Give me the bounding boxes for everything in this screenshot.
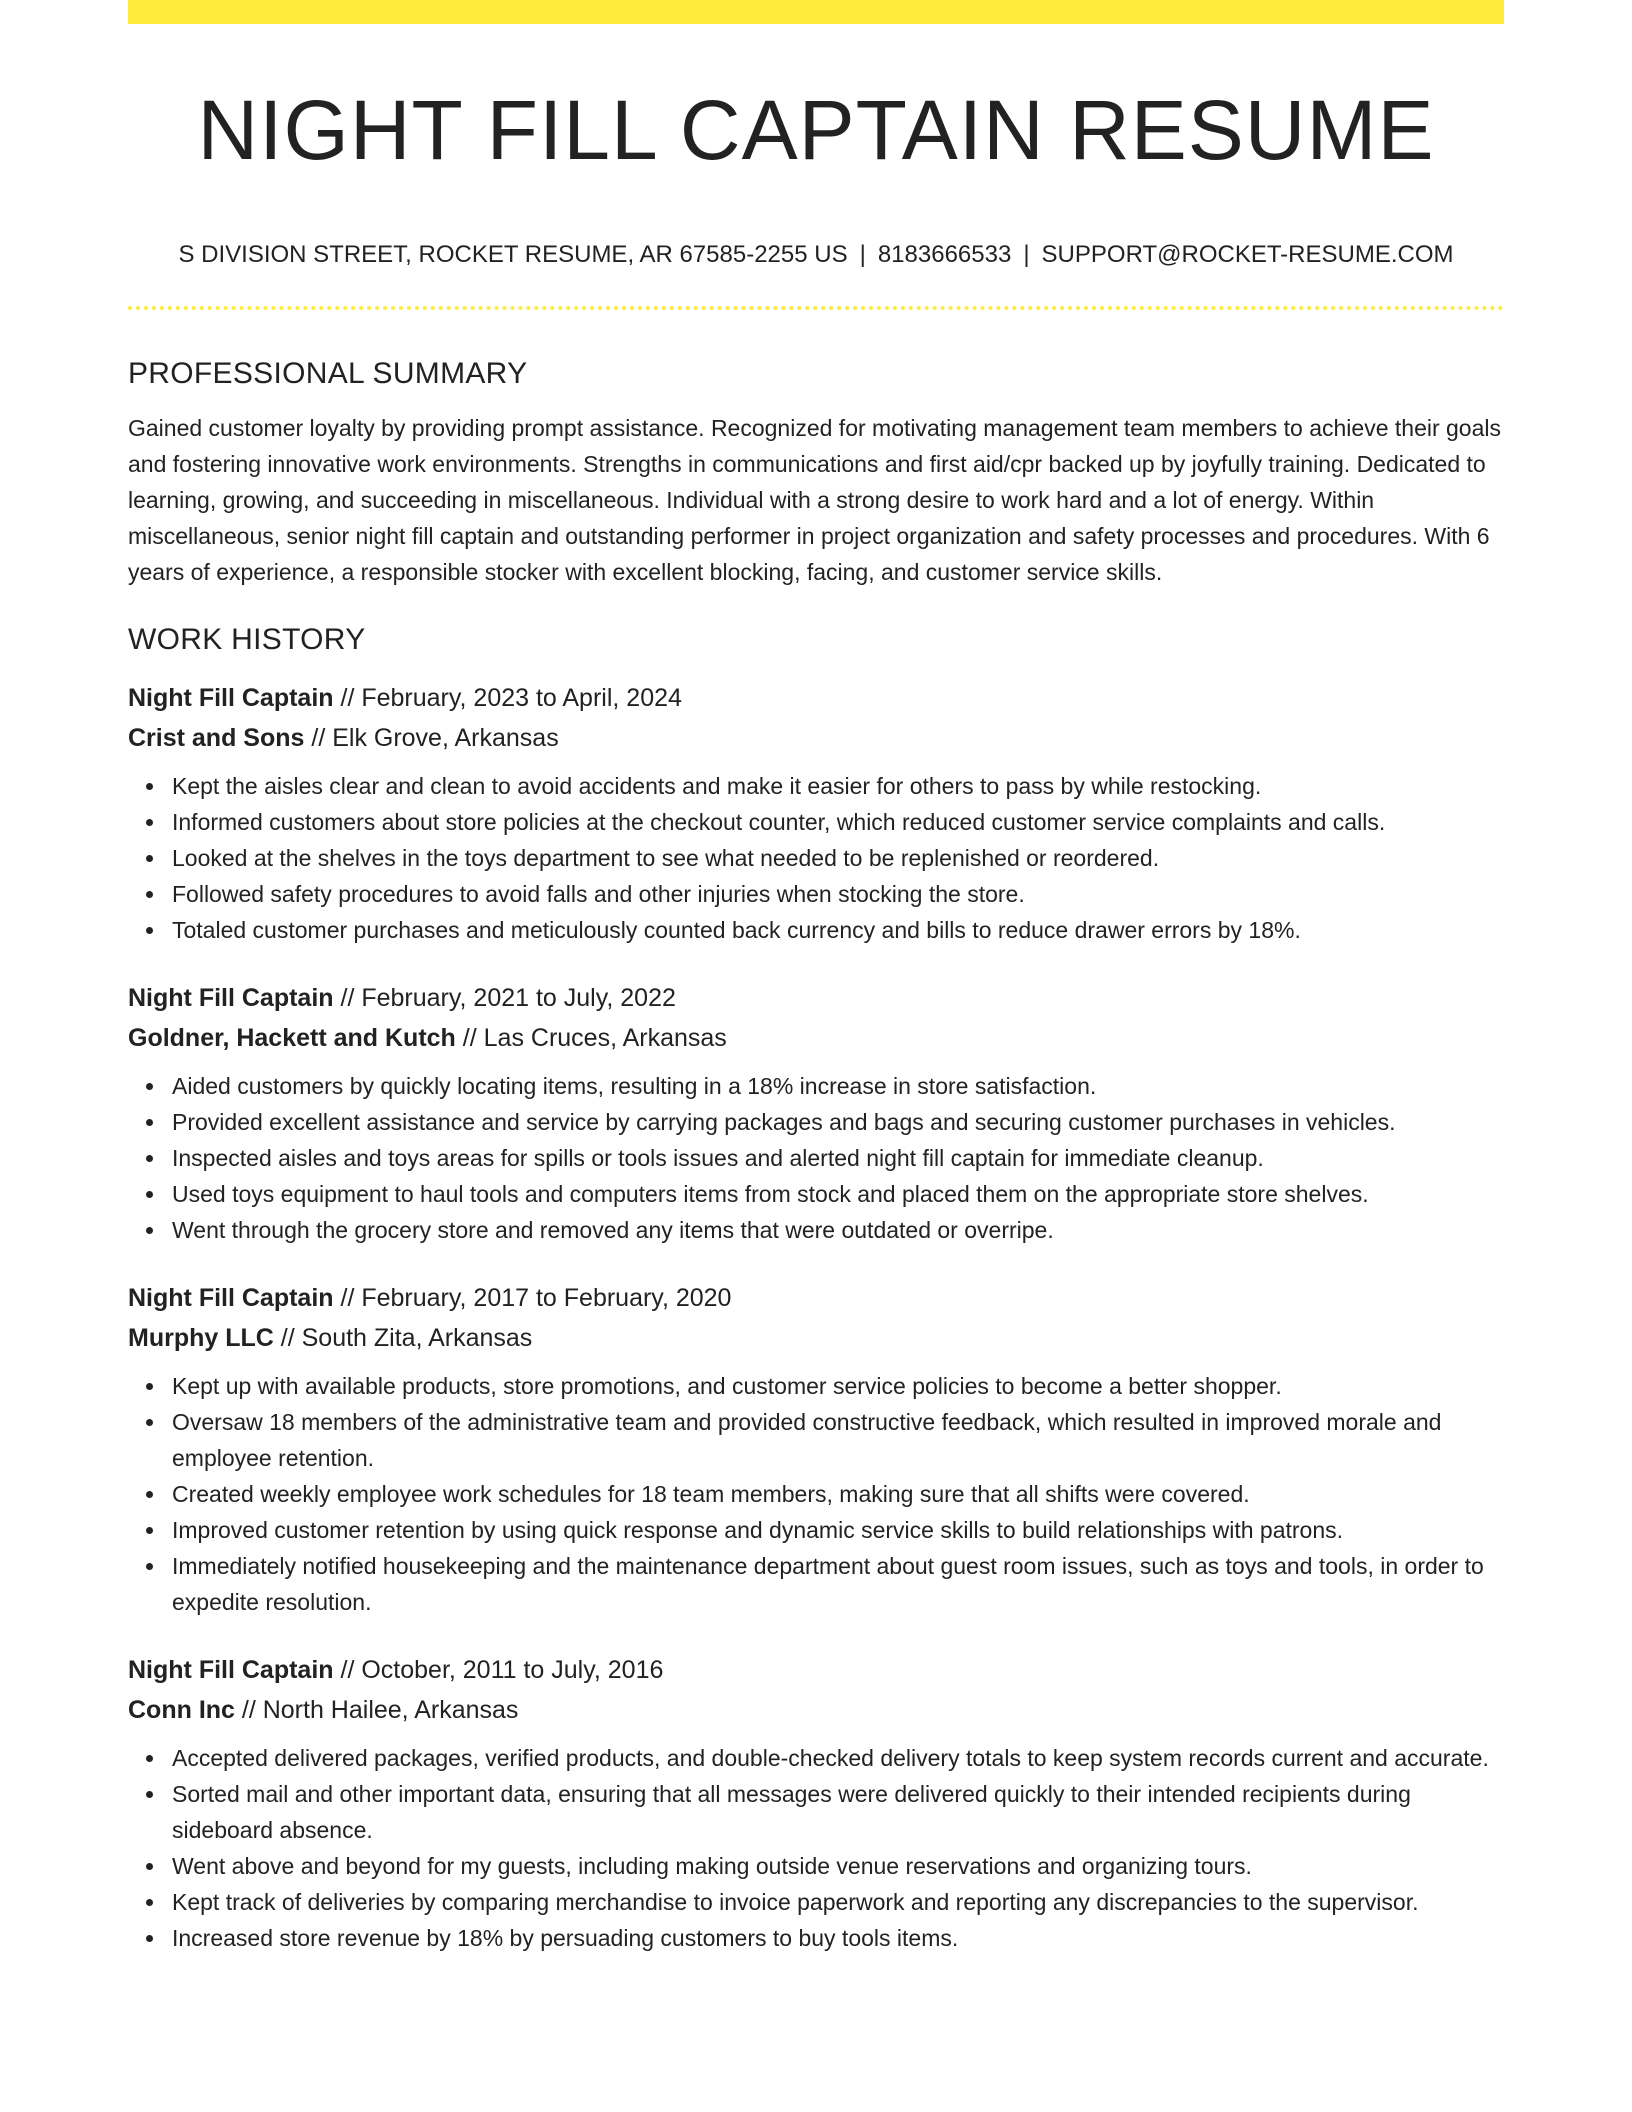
job-entry xyxy=(128,1650,1504,1956)
job-bullet: Inspected aisles and toys areas for spills or tools issues and alerted night fill captain for immediate cleanup. xyxy=(172,1140,1504,1176)
job-entry xyxy=(128,678,1504,948)
job-bullet: Accepted delivered packages, verified products, and double-checked delivery totals to keep system records current and accurate. xyxy=(172,1740,1504,1776)
top-accent-bar xyxy=(128,0,1504,24)
job-dates: // February, 2021 to July, 2022 xyxy=(340,984,676,1012)
job-bullet: Totaled customer purchases and meticulously counted back currency and bills to reduce drawer errors by 18%. xyxy=(172,912,1504,948)
job-title-line xyxy=(128,1278,1504,1318)
job-title-line xyxy=(128,978,1504,1018)
job-bullet: Kept the aisles clear and clean to avoid accidents and make it easier for others to pass by while restocking. xyxy=(172,768,1504,804)
job-bullet: Immediately notified housekeeping and the maintenance department about guest room issues, such as toys and tools, in order to expedite resolution. xyxy=(172,1548,1504,1620)
summary-text: Gained customer loyalty by providing prompt assistance. Recognized for motivating management team members to achieve their goals and fostering innovative work environments. Strengths in communications and first aid/cpr backed up by joyfully training. Dedicated to learning, growing, and succeeding in miscellaneous. Individual with a strong desire to work hard and a lot of energy. Within miscellaneous, senior night fill captain and outstanding performer in project organization and safety processes and procedures. With 6 years of experience, a responsible stocker with excellent blocking, facing, and customer service skills. xyxy=(128,415,1502,585)
job-company-line xyxy=(128,718,1504,758)
resume-body xyxy=(128,354,1504,1956)
job-bullet-list xyxy=(128,1368,1504,1620)
contact-address: S DIVISION STREET, ROCKET RESUME, AR 67585-2255 US xyxy=(178,241,848,268)
job-bullet: Looked at the shelves in the toys department to see what needed to be replenished or reordered. xyxy=(172,840,1504,876)
contact-line xyxy=(128,238,1504,272)
job-bullet: Kept up with available products, store promotions, and customer service policies to become a better shopper. xyxy=(172,1368,1504,1404)
job-location: // Las Cruces, Arkansas xyxy=(462,1024,727,1052)
job-company: Crist and Sons xyxy=(128,724,305,752)
job-location: // North Hailee, Arkansas xyxy=(241,1696,519,1724)
job-bullet: Went through the grocery store and removed any items that were outdated or overripe. xyxy=(172,1212,1504,1248)
job-bullet-list xyxy=(128,1740,1504,1956)
summary-heading: PROFESSIONAL SUMMARY xyxy=(128,357,528,390)
header-divider xyxy=(128,306,1504,310)
job-bullet: Informed customers about store policies at the checkout counter, which reduced customer service complaints and calls. xyxy=(172,804,1504,840)
job-bullet: Provided excellent assistance and service by carrying packages and bags and securing customer purchases in vehicles. xyxy=(172,1104,1504,1140)
job-location: // South Zita, Arkansas xyxy=(280,1324,533,1352)
job-bullet: Went above and beyond for my guests, including making outside venue reservations and organizing tours. xyxy=(172,1848,1504,1884)
job-company-line xyxy=(128,1318,1504,1358)
job-dates: // February, 2017 to February, 2020 xyxy=(340,1284,732,1312)
job-location: // Elk Grove, Arkansas xyxy=(311,724,559,752)
job-bullet: Kept track of deliveries by comparing merchandise to invoice paperwork and reporting any discrepancies to the supervisor. xyxy=(172,1884,1504,1920)
job-company-line xyxy=(128,1018,1504,1058)
job-bullet: Improved customer retention by using quick response and dynamic service skills to build relationships with patrons. xyxy=(172,1512,1504,1548)
job-role: Night Fill Captain xyxy=(128,1284,334,1312)
job-bullet: Aided customers by quickly locating items, resulting in a 18% increase in store satisfaction. xyxy=(172,1068,1504,1104)
job-bullet: Followed safety procedures to avoid falls and other injuries when stocking the store. xyxy=(172,876,1504,912)
contact-separator: | xyxy=(859,241,866,268)
job-entry xyxy=(128,978,1504,1248)
contact-separator: | xyxy=(1023,241,1030,268)
work-history-heading: WORK HISTORY xyxy=(128,623,366,656)
job-bullet-list xyxy=(128,768,1504,948)
job-company: Murphy LLC xyxy=(128,1324,274,1352)
job-bullet: Sorted mail and other important data, ensuring that all messages were delivered quickly to their intended recipients during sideboard absence. xyxy=(172,1776,1504,1848)
job-title-line xyxy=(128,678,1504,718)
job-bullet-list xyxy=(128,1068,1504,1248)
job-company: Goldner, Hackett and Kutch xyxy=(128,1024,456,1052)
job-role: Night Fill Captain xyxy=(128,984,334,1012)
contact-email: SUPPORT@ROCKET-RESUME.COM xyxy=(1041,241,1454,268)
job-dates: // February, 2023 to April, 2024 xyxy=(340,684,682,712)
resume-title: NIGHT FILL CAPTAIN RESUME xyxy=(197,83,1435,177)
job-company: Conn Inc xyxy=(128,1696,235,1724)
job-dates: // October, 2011 to July, 2016 xyxy=(340,1656,664,1684)
job-entry xyxy=(128,1278,1504,1620)
job-title-line xyxy=(128,1650,1504,1690)
resume-page xyxy=(128,0,1504,2112)
job-role: Night Fill Captain xyxy=(128,1656,334,1684)
job-company-line xyxy=(128,1690,1504,1730)
job-bullet: Used toys equipment to haul tools and computers items from stock and placed them on the appropriate store shelves. xyxy=(172,1176,1504,1212)
job-role: Night Fill Captain xyxy=(128,684,334,712)
work-history-list xyxy=(128,678,1504,1956)
job-bullet: Created weekly employee work schedules for 18 team members, making sure that all shifts were covered. xyxy=(172,1476,1504,1512)
job-bullet: Oversaw 18 members of the administrative team and provided constructive feedback, which resulted in improved morale and employee retention. xyxy=(172,1404,1504,1476)
job-bullet: Increased store revenue by 18% by persuading customers to buy tools items. xyxy=(172,1920,1504,1956)
contact-phone: 8183666533 xyxy=(877,241,1012,268)
